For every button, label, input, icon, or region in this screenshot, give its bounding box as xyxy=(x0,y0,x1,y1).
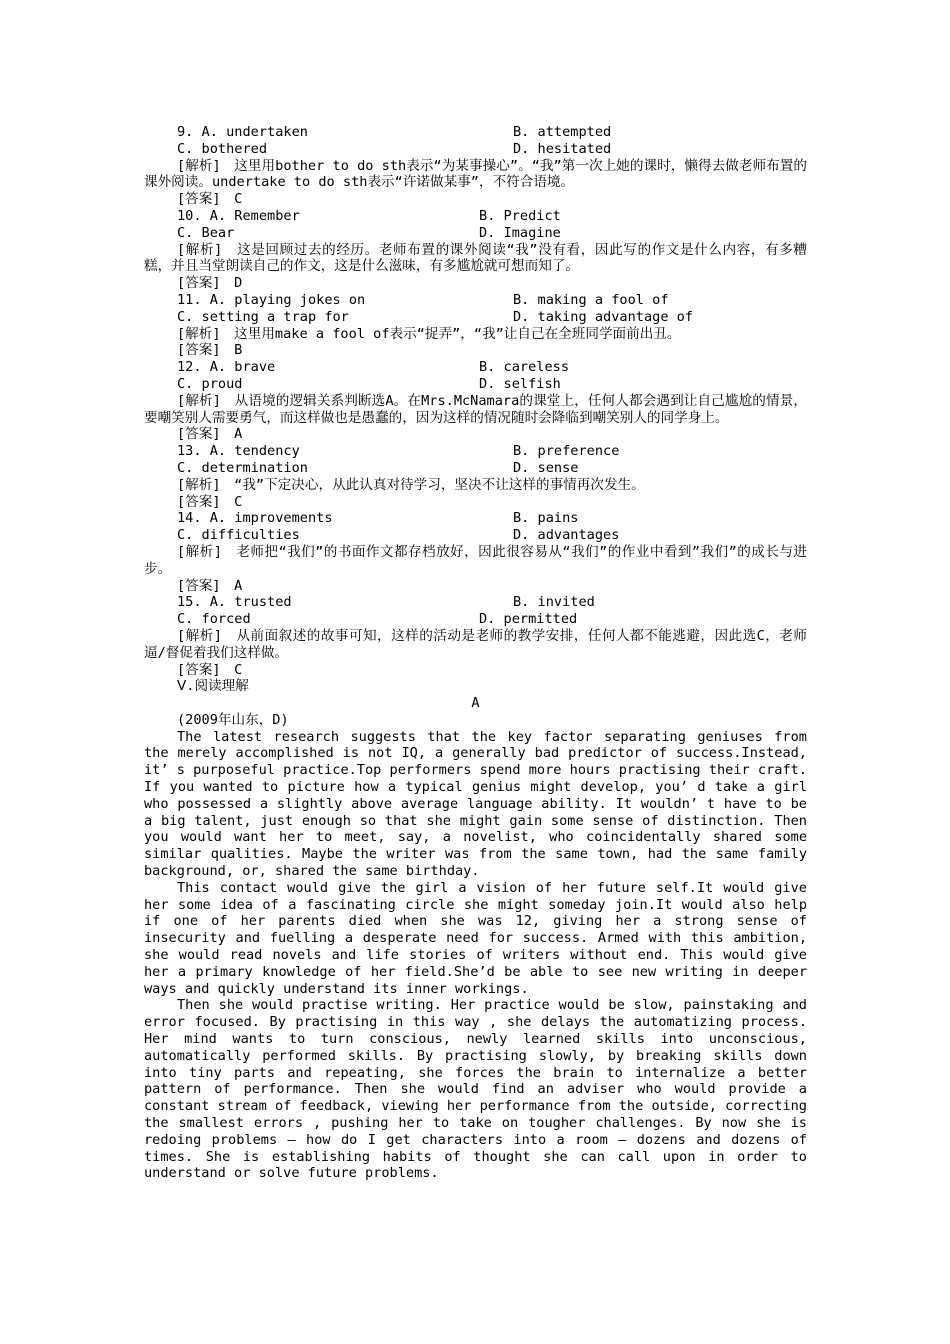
question-15-answer: [答案] C xyxy=(177,661,243,678)
option-d: D. sense xyxy=(513,459,579,476)
option-d: D. permitted xyxy=(479,611,578,628)
question-10-analysis: [解析] 这是回顾过去的经历。老师布置的课外阅读“我”没有看，因此写的作文是什么内容，有多糟糕，并且当堂朗读自己的作文，这是什么滋味，有多尴尬就可想而知了。 xyxy=(144,241,807,275)
option-a: 11. A. playing jokes on xyxy=(177,291,366,308)
option-c: C. setting a trap for xyxy=(177,308,349,325)
question-11-options-row-1 xyxy=(144,292,807,309)
question-11-options-row-2 xyxy=(144,309,807,326)
option-a: 14. A. improvements xyxy=(177,510,333,527)
option-a: 13. A. tendency xyxy=(177,443,300,460)
question-12-options-row-1 xyxy=(144,359,807,376)
option-c: C. bothered xyxy=(177,140,268,157)
option-a: 15. A. trusted xyxy=(177,594,292,611)
section-title: Ⅴ.阅读理解 xyxy=(177,678,249,695)
question-9-analysis: [解析] 这里用bother to do sth表示“为某事操心”。“我”第一次上她的课时，懒得去做老师布置的课外阅读。undertake to do sth表示“许诺做某事”，不符合语境。 xyxy=(144,157,807,191)
question-13-options-row-2 xyxy=(144,460,807,477)
option-b: B. pains xyxy=(513,510,579,527)
option-b: B. making a fool of xyxy=(513,291,669,308)
option-d: D. selfish xyxy=(479,375,561,392)
question-10-options-row-2 xyxy=(144,225,807,242)
option-d: D. hesitated xyxy=(513,140,612,157)
option-b: B. Predict xyxy=(479,207,561,224)
option-d: D. advantages xyxy=(513,527,620,544)
option-d: D. taking advantage of xyxy=(513,308,694,325)
question-15-analysis: [解析] 从前面叙述的故事可知，这样的活动是老师的教学安排，任何人都不能逃避，因此选C，老师逼/督促着我们这样做。 xyxy=(144,627,807,661)
question-15-options-row-2 xyxy=(144,611,807,628)
option-a: 9. A. undertaken xyxy=(177,124,308,140)
option-b: B. preference xyxy=(513,443,620,460)
question-9-options-row-2 xyxy=(144,141,807,158)
question-14-answer: [答案] A xyxy=(177,577,243,594)
passage-paragraph-2: This contact would give the girl a vision of her future self.It would give her some idea of a fascinating circle she might someday join.It would also help if one of her parents died when she was 12, giving her a strong sense of insecurity and fuelling a desperate need for success. Armed with this ambition, she would read novels and life stories of writers without end. This would give her a primary knowledge of her field.She’d be able to see new writing in deeper ways and quickly understand its inner workings. xyxy=(144,879,807,997)
option-b: B. attempted xyxy=(513,124,612,140)
passage-paragraph-1: The latest research suggests that the key factor separating geniuses from the merely accomplished is not IQ, a generally bad predictor of success.Instead, it’ s purposeful practice.Top performers spend more hours practising their craft. If you wanted to picture how a typical genius might develop, you’ d take a girl who possessed a slightly above average language ability. It wouldn’ t have to be a big talent, just enough so that she might gain some sense of distinction. Then you would want her to meet, say, a novelist, who coincidentally shared some similar qualities. Maybe the writer was from the same town, had the same family background, or, shared the same birthday. xyxy=(144,728,807,880)
passage-source: (2009年山东，D) xyxy=(177,711,289,728)
option-c: C. Bear xyxy=(177,224,235,241)
question-9-answer: [答案] C xyxy=(177,191,243,208)
question-12-analysis: [解析] 从语境的逻辑关系判断选A。在Mrs.McNamara的课堂上，任何人都会遇到让自己尴尬的情景，要嘲笑别人需要勇气，而这样做也是愚蠢的，因为这样的情况随时会降临到嘲笑别人的同学身上。 xyxy=(144,392,807,426)
option-c: C. proud xyxy=(177,375,243,392)
question-13-analysis: [解析] “我”下定决心，从此认真对待学习，坚决不让这样的事情再次发生。 xyxy=(177,476,645,493)
question-10-options-row-1 xyxy=(144,208,807,225)
option-a: 10. A. Remember xyxy=(177,207,300,224)
question-14-analysis: [解析] 老师把“我们”的书面作文都存档放好，因此很容易从“我们”的作业中看到”我们”的成长与进步。 xyxy=(144,543,807,577)
question-13-options-row-1 xyxy=(144,443,807,460)
question-11-analysis: [解析] 这里用make a fool of表示“捉弄”，“我”让自己在全班同学面前出丑。 xyxy=(177,325,681,342)
question-11-answer: [答案] B xyxy=(177,342,243,359)
option-b: B. invited xyxy=(513,594,595,611)
question-12-options-row-2 xyxy=(144,376,807,393)
question-15-options-row-1 xyxy=(144,594,807,611)
option-b: B. careless xyxy=(479,359,570,376)
option-c: C. determination xyxy=(177,459,308,476)
option-c: C. difficulties xyxy=(177,527,300,544)
question-12-answer: [答案] A xyxy=(177,426,243,443)
option-a: 12. A. brave xyxy=(177,359,276,376)
question-14-options-row-2 xyxy=(144,527,807,544)
question-9-options-row-1 xyxy=(144,124,807,141)
document-page xyxy=(144,124,807,1182)
passage-label: A xyxy=(471,695,480,712)
question-14-options-row-1 xyxy=(144,510,807,527)
question-10-answer: [答案] D xyxy=(177,275,243,292)
option-c: C. forced xyxy=(177,611,251,628)
option-d: D. Imagine xyxy=(479,224,561,241)
question-13-answer: [答案] C xyxy=(177,493,243,510)
passage-paragraph-3: Then she would practise writing. Her practice would be slow, painstaking and error focused. By practising in this way , she delays the automatizing process. Her mind wants to turn conscious, newly learned skills into unconscious, automatically performed skills. By practising slowly, by breaking skills down into tiny parts and repeating, she forces the brain to internalize a better pattern of performance. Then she would find an adviser who would provide a constant stream of feedback, viewing her performance from the outside, correcting the smallest errors , pushing her to take on tougher challenges. By now she is redoing problems — how do I get characters into a room — dozens and dozens of times. She is establishing habits of thought she can call upon in order to understand or solve future problems. xyxy=(144,997,807,1182)
